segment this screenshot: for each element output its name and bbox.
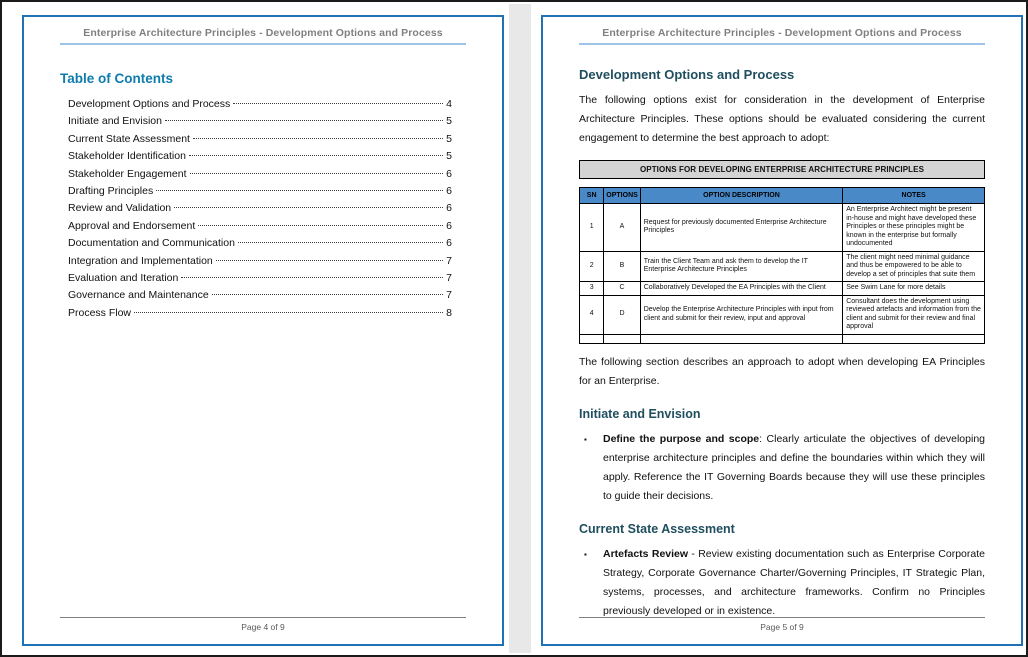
toc-entry[interactable] (68, 98, 452, 115)
cell-description (640, 334, 843, 343)
toc-entry-page: 4 (446, 98, 452, 110)
toc-dot-leader (189, 155, 443, 156)
toc-entry[interactable] (68, 185, 452, 202)
toc-entry[interactable] (68, 202, 452, 219)
cell-option: D (604, 295, 640, 334)
table-row (580, 204, 985, 252)
toc-entry-page: 7 (446, 271, 452, 284)
cell-sn: 2 (580, 251, 604, 282)
toc-title: Table of Contents (60, 71, 173, 86)
toc-dot-leader (156, 190, 443, 191)
table-row (580, 295, 985, 334)
section-heading-current-state: Current State Assessment (579, 521, 735, 536)
bullet-rest: - Review existing documentation such as Enterprise Corporate Strategy, Corporate Governance Charter/Governing Principles, IT Strategic Plan, systems, processes, and architecture frameworks. Confirm no Principles previously developed or in existence. (603, 547, 985, 617)
toc-dot-leader (238, 242, 443, 243)
cell-description: Collaboratively Developed the EA Principles with the Client (640, 282, 843, 296)
toc-dot-leader (165, 120, 443, 121)
cell-notes (843, 334, 985, 343)
bullet-item (579, 430, 985, 506)
toc-entry-label: Approval and Endorsement (68, 219, 196, 232)
toc-entry-page: 6 (446, 184, 452, 197)
toc-entry-label: Review and Validation (68, 202, 172, 215)
toc-entry-page: 6 (446, 202, 452, 215)
cell-option (604, 334, 640, 343)
intro-paragraph: The following options exist for consideration in the development of Enterprise Architecture Principles. These options should be evaluated considering the current engagement to determine the best approach to adopt: (579, 94, 985, 144)
toc-entry-page: 8 (446, 306, 452, 319)
toc-entry-page: 5 (446, 115, 452, 128)
bullet-lead: Define the purpose and scope (603, 432, 760, 445)
options-table (579, 187, 985, 344)
table-row (580, 282, 985, 296)
toc-entry-page: 6 (446, 237, 452, 250)
page-footer: Page 4 of 9 (60, 617, 466, 632)
cell-notes: The client might need minimal guidance and thus be empowered to be able to develop a set of principles that suite them (843, 251, 985, 282)
page-header: Enterprise Architecture Principles - Development Options and Process (579, 27, 985, 45)
toc-dot-leader (190, 173, 444, 174)
toc-entry-label: Initiate and Envision (68, 115, 162, 128)
toc-entry-page: 7 (446, 289, 452, 302)
toc-entry[interactable] (68, 168, 452, 185)
toc-entry[interactable] (68, 133, 452, 150)
table-of-contents (60, 98, 466, 324)
toc-dot-leader (181, 277, 443, 278)
cell-option: C (604, 282, 640, 296)
toc-entry-label: Development Options and Process (68, 98, 231, 110)
toc-entry[interactable] (68, 289, 452, 306)
toc-entry-page: 5 (446, 132, 452, 145)
toc-entry-label: Integration and Implementation (68, 254, 213, 267)
toc-entry[interactable] (68, 307, 452, 324)
page-header: Enterprise Architecture Principles - Development Options and Process (60, 27, 466, 45)
bullet-item (579, 545, 985, 621)
page-gap-divider (509, 4, 531, 653)
toc-entry-label: Stakeholder Identification (68, 150, 186, 163)
toc-dot-leader (193, 138, 443, 139)
bullet-text (603, 430, 985, 506)
bullet-text (603, 545, 985, 621)
bullet-lead: Artefacts Review (603, 547, 689, 560)
cell-notes: Consultant does the development using reviewed artefacts and information from the client and submit for their review and final approval (843, 295, 985, 334)
toc-entry[interactable] (68, 220, 452, 237)
section-heading-initiate-envision: Initiate and Envision (579, 406, 701, 421)
toc-entry-label: Current State Assessment (68, 132, 190, 145)
options-table-title: OPTIONS FOR DEVELOPING ENTERPRISE ARCHITECTURE PRINCIPLES (579, 160, 985, 179)
toc-dot-leader (174, 207, 443, 208)
cell-option: B (604, 251, 640, 282)
options-table-header-row (580, 188, 985, 204)
toc-entry-label: Documentation and Communication (68, 237, 235, 250)
cell-description: Develop the Enterprise Architecture Principles with input from client and submit for their review, input and approval (640, 295, 843, 334)
bullet-square-icon: ▪ (584, 549, 587, 559)
cell-sn: 4 (580, 295, 604, 334)
column-header-notes: NOTES (843, 188, 985, 204)
cell-sn (580, 334, 604, 343)
page-5 (541, 15, 1023, 646)
toc-dot-leader (134, 312, 443, 313)
toc-entry-label: Process Flow (68, 306, 132, 319)
cell-description: Train the Client Team and ask them to develop the IT Enterprise Architecture Principles (640, 251, 843, 282)
cell-notes: See Swim Lane for more details (843, 282, 985, 296)
bullet-rest: : Clearly articulate the objectives of developing enterprise architecture principles and define the boundaries within which they will apply. Reference the IT Governing Boards because they will use these principles to guide their decisions. (603, 432, 985, 502)
toc-entry[interactable] (68, 255, 452, 272)
toc-entry-label: Drafting Principles (68, 184, 154, 197)
toc-entry-page: 6 (446, 219, 452, 232)
toc-entry-label: Evaluation and Iteration (68, 271, 179, 284)
toc-entry[interactable] (68, 150, 452, 167)
column-header-description: OPTION DESCRIPTION (640, 188, 843, 204)
cell-sn: 1 (580, 204, 604, 252)
toc-dot-leader (233, 103, 443, 104)
cell-notes: An Enterprise Architect might be present in-house and might have developed these Principles or these principles might be known in the enterprise but formally undocumented (843, 204, 985, 252)
cell-option: A (604, 204, 640, 252)
toc-dot-leader (212, 294, 443, 295)
page-4 (22, 15, 504, 646)
table-row (580, 251, 985, 282)
toc-entry[interactable] (68, 272, 452, 289)
bullet-square-icon: ▪ (584, 434, 587, 444)
toc-entry-page: 6 (446, 167, 452, 180)
toc-entry-label: Governance and Maintenance (68, 289, 209, 302)
cell-description: Request for previously documented Enterprise Architecture Principles (640, 204, 843, 252)
section-heading-development-options: Development Options and Process (579, 67, 795, 82)
page-footer: Page 5 of 9 (579, 617, 985, 632)
toc-dot-leader (198, 225, 443, 226)
toc-entry[interactable] (68, 115, 452, 132)
table-row-empty (580, 334, 985, 343)
toc-entry-page: 7 (446, 254, 452, 267)
column-header-sn: SN (580, 188, 604, 204)
column-header-options: OPTIONS (604, 188, 640, 204)
toc-entry-page: 5 (446, 150, 452, 163)
toc-entry[interactable] (68, 237, 452, 254)
cell-sn: 3 (580, 282, 604, 296)
toc-dot-leader (216, 260, 443, 261)
toc-entry-label: Stakeholder Engagement (68, 167, 187, 180)
transition-paragraph: The following section describes an approach to adopt when developing EA Principles for an Enterprise. (579, 355, 985, 387)
